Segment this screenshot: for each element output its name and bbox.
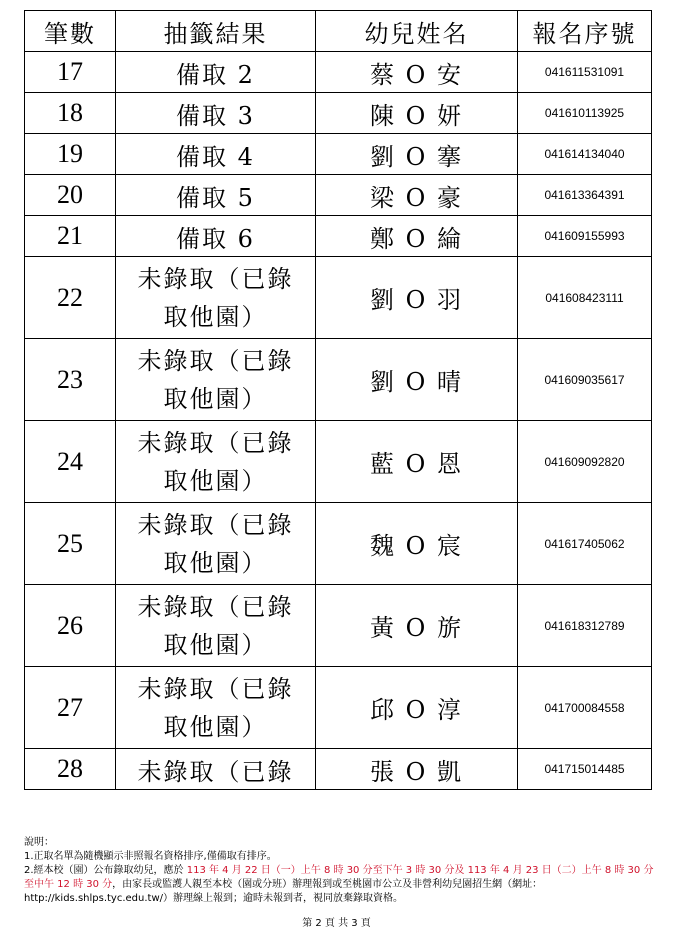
header-count: 筆數	[25, 11, 116, 52]
table-header-row	[25, 11, 652, 52]
row-registration-no: 041700084558	[518, 667, 652, 749]
row-count: 18	[25, 93, 116, 134]
row-count: 17	[25, 52, 116, 93]
row-child-name: 蔡 O 安	[316, 52, 518, 93]
table-row	[25, 52, 652, 93]
row-registration-no: 041613364391	[518, 175, 652, 216]
row-child-name: 藍 O 恩	[316, 421, 518, 503]
row-registration-no: 041614134040	[518, 134, 652, 175]
table-row	[25, 667, 652, 749]
notes-heading: 說明：	[24, 837, 54, 848]
row-child-name: 梁 O 豪	[316, 175, 518, 216]
row-child-name: 張 O 凱	[316, 749, 518, 790]
table-row	[25, 216, 652, 257]
row-count: 22	[25, 257, 116, 339]
row-registration-no: 041617405062	[518, 503, 652, 585]
page-number-footer: 第 2 頁 共 3 頁	[302, 918, 371, 929]
row-count: 21	[25, 216, 116, 257]
notes-report-dates: 113 年 4 月 22 日（一）上午 8 時 30 分至下午 3 時 30 分及 113 年 4 月 23 日（二）上午 8 時 30 分至中午 12 時 30 分	[24, 865, 654, 890]
row-child-name: 鄭 O 綸	[316, 216, 518, 257]
row-registration-no: 041608423111	[518, 257, 652, 339]
table-row	[25, 93, 652, 134]
row-child-name: 魏 O 宸	[316, 503, 518, 585]
notes-line-2	[24, 864, 654, 906]
row-registration-no: 041609092820	[518, 421, 652, 503]
row-registration-no: 041715014485	[518, 749, 652, 790]
table-row	[25, 257, 652, 339]
row-result: 備取 4	[116, 134, 316, 175]
row-count: 20	[25, 175, 116, 216]
table-row	[25, 175, 652, 216]
notes-line-2-prefix: 2.經本校（園）公布錄取幼兒，應於	[24, 865, 187, 876]
row-result: 未錄取（已錄取他園）	[116, 421, 316, 503]
row-count: 24	[25, 421, 116, 503]
row-registration-no: 041610113925	[518, 93, 652, 134]
row-child-name: 黃 O 旂	[316, 585, 518, 667]
row-count: 25	[25, 503, 116, 585]
row-result: 備取 2	[116, 52, 316, 93]
row-result: 未錄取（已錄	[116, 749, 316, 790]
header-child-name: 幼兒姓名	[316, 11, 518, 52]
row-registration-no: 041609155993	[518, 216, 652, 257]
table-row	[25, 134, 652, 175]
table-row	[25, 503, 652, 585]
row-registration-no: 041609035617	[518, 339, 652, 421]
table-row	[25, 585, 652, 667]
row-child-name: 劉 O 搴	[316, 134, 518, 175]
row-result: 未錄取（已錄取他園）	[116, 257, 316, 339]
row-child-name: 劉 O 羽	[316, 257, 518, 339]
admission-results-table	[24, 10, 652, 790]
row-child-name: 邱 O 淳	[316, 667, 518, 749]
row-registration-no: 041618312789	[518, 585, 652, 667]
table-row	[25, 421, 652, 503]
row-result: 備取 3	[116, 93, 316, 134]
row-count: 27	[25, 667, 116, 749]
row-result: 備取 6	[116, 216, 316, 257]
row-result: 備取 5	[116, 175, 316, 216]
row-count: 23	[25, 339, 116, 421]
row-result: 未錄取（已錄取他園）	[116, 339, 316, 421]
row-registration-no: 041611531091	[518, 52, 652, 93]
row-count: 19	[25, 134, 116, 175]
row-child-name: 劉 O 晴	[316, 339, 518, 421]
notes-line-2-body: ，由家長或監護人親至本校（園或分班）辦理報到或至桃園市公立及非營利幼兒園招生網（網址：http://kids.shlps.tyc.edu.tw/）辦理線上報到；逾時未報到者，視同放棄錄取資格。	[24, 879, 543, 904]
table-row	[25, 339, 652, 421]
header-registration-no: 報名序號	[518, 11, 652, 52]
row-count: 28	[25, 749, 116, 790]
row-child-name: 陳 O 妍	[316, 93, 518, 134]
row-count: 26	[25, 585, 116, 667]
row-result: 未錄取（已錄取他園）	[116, 503, 316, 585]
notes-section	[24, 836, 654, 906]
table-row	[25, 749, 652, 790]
header-result: 抽籤結果	[116, 11, 316, 52]
row-result: 未錄取（已錄取他園）	[116, 585, 316, 667]
notes-line-1: 1.正取名單為隨機顯示非照報名資格排序,僅備取有排序。	[24, 851, 277, 862]
row-result: 未錄取（已錄取他園）	[116, 667, 316, 749]
